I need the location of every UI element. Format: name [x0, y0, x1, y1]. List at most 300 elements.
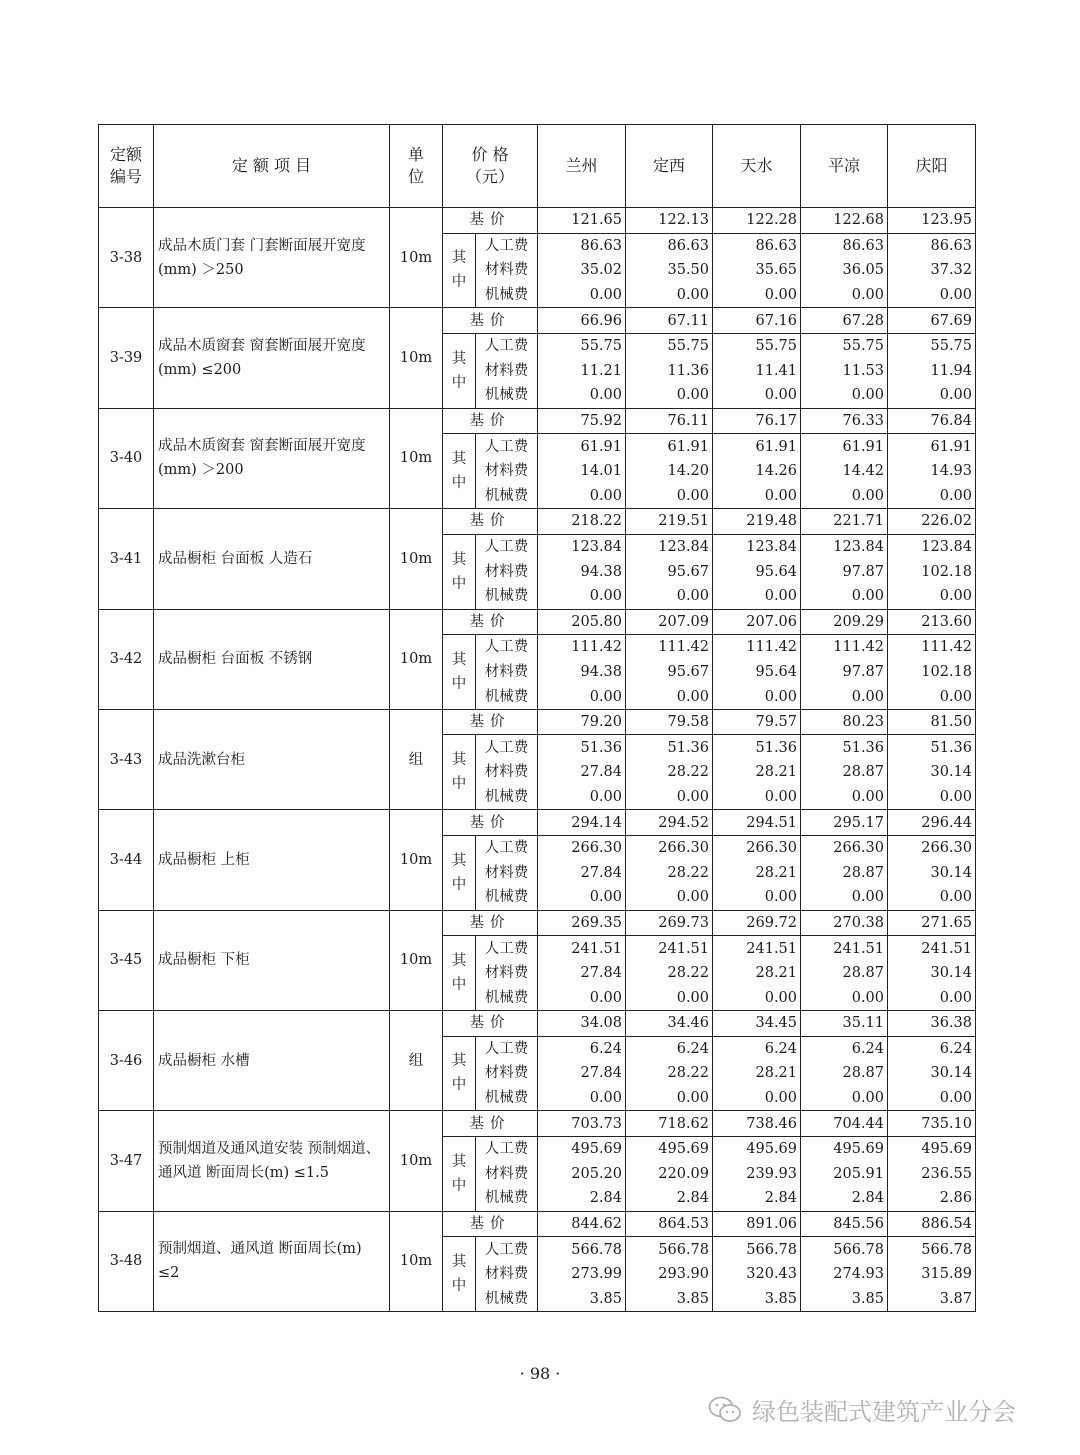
material-cost-value: 28.87: [801, 961, 888, 986]
machine-cost-value: 0.00: [538, 785, 626, 810]
labor-cost-value: 266.30: [538, 835, 626, 860]
base-price-value: 269.73: [626, 910, 713, 936]
material-cost-label: 材料费: [476, 1262, 538, 1287]
labor-cost-value: 61.91: [888, 434, 976, 459]
base-price-value: 123.95: [888, 208, 976, 234]
machine-cost-label: 机械费: [476, 985, 538, 1010]
base-price-value: 219.48: [713, 509, 801, 535]
of-which-label: 其 中: [443, 936, 476, 1011]
machine-cost-value: 0.00: [538, 484, 626, 509]
quota-code: 3-43: [99, 709, 154, 809]
material-cost-value: 27.84: [538, 961, 626, 986]
machine-cost-value: 3.85: [626, 1287, 713, 1312]
quota-unit: 10m: [390, 509, 443, 609]
base-price-value: 704.44: [801, 1111, 888, 1137]
machine-cost-value: 0.00: [626, 484, 713, 509]
material-cost-value: 30.14: [888, 760, 976, 785]
base-price-value: 67.16: [713, 308, 801, 334]
base-price-value: 296.44: [888, 810, 976, 836]
quota-item-name: 成品橱柜 水槽: [154, 1011, 390, 1111]
header-city-0: 兰州: [538, 125, 626, 208]
base-price-value: 844.62: [538, 1211, 626, 1237]
of-which-label: 其 中: [443, 333, 476, 408]
base-price-value: 703.73: [538, 1111, 626, 1137]
base-price-value: 270.38: [801, 910, 888, 936]
labor-cost-value: 495.69: [888, 1136, 976, 1161]
material-cost-value: 28.22: [626, 860, 713, 885]
labor-cost-value: 111.42: [801, 635, 888, 660]
machine-cost-value: 0.00: [801, 383, 888, 408]
base-price-label: 基价: [443, 1011, 538, 1037]
machine-cost-value: 0.00: [713, 684, 801, 709]
machine-cost-value: 0.00: [626, 283, 713, 308]
material-cost-value: 35.65: [713, 258, 801, 283]
labor-cost-label: 人工费: [476, 333, 538, 358]
quota-unit: 10m: [390, 308, 443, 408]
machine-cost-label: 机械费: [476, 1287, 538, 1312]
labor-cost-value: 51.36: [713, 735, 801, 760]
labor-cost-value: 55.75: [538, 333, 626, 358]
material-cost-value: 11.36: [626, 359, 713, 384]
of-which-label: 其 中: [443, 835, 476, 910]
material-cost-value: 95.67: [626, 660, 713, 685]
machine-cost-value: 0.00: [538, 985, 626, 1010]
base-price-value: 122.68: [801, 208, 888, 234]
labor-cost-value: 86.63: [538, 233, 626, 258]
material-cost-value: 27.84: [538, 1061, 626, 1086]
material-cost-value: 102.18: [888, 559, 976, 584]
wechat-icon: [708, 1396, 742, 1424]
base-price-value: 35.11: [801, 1011, 888, 1037]
labor-cost-value: 111.42: [888, 635, 976, 660]
table-row: [99, 1111, 976, 1137]
machine-cost-value: 0.00: [713, 985, 801, 1010]
quota-code: 3-38: [99, 208, 154, 308]
machine-cost-value: 0.00: [888, 885, 976, 910]
labor-cost-value: 61.91: [626, 434, 713, 459]
machine-cost-label: 机械费: [476, 1086, 538, 1111]
material-cost-value: 11.21: [538, 359, 626, 384]
base-price-value: 845.56: [801, 1211, 888, 1237]
labor-cost-value: 566.78: [801, 1237, 888, 1262]
material-cost-value: 205.20: [538, 1162, 626, 1187]
header-city-4: 庆阳: [888, 125, 976, 208]
quota-item-name: 成品木质窗套 窗套断面展开宽度(mm) ≤200: [154, 308, 390, 408]
base-price-value: 67.11: [626, 308, 713, 334]
base-price-value: 269.35: [538, 910, 626, 936]
machine-cost-value: 2.84: [713, 1186, 801, 1211]
machine-cost-value: 3.87: [888, 1287, 976, 1312]
base-price-label: 基价: [443, 208, 538, 234]
machine-cost-value: 0.00: [626, 785, 713, 810]
labor-cost-value: 566.78: [538, 1237, 626, 1262]
material-cost-value: 239.93: [713, 1162, 801, 1187]
quota-code: 3-44: [99, 810, 154, 910]
machine-cost-label: 机械费: [476, 484, 538, 509]
machine-cost-value: 0.00: [801, 484, 888, 509]
material-cost-value: 27.84: [538, 860, 626, 885]
machine-cost-value: 0.00: [801, 1086, 888, 1111]
header-city-2: 天水: [713, 125, 801, 208]
material-cost-value: 11.53: [801, 359, 888, 384]
quota-unit: 10m: [390, 1111, 443, 1211]
machine-cost-value: 0.00: [888, 1086, 976, 1111]
base-price-value: 207.09: [626, 609, 713, 635]
labor-cost-value: 123.84: [713, 534, 801, 559]
header-item: 定 额 项 目: [154, 125, 390, 208]
material-cost-value: 236.55: [888, 1162, 976, 1187]
material-cost-value: 14.01: [538, 459, 626, 484]
base-price-value: 207.06: [713, 609, 801, 635]
of-which-label: 其 中: [443, 635, 476, 710]
labor-cost-value: 111.42: [626, 635, 713, 660]
material-cost-value: 28.21: [713, 961, 801, 986]
base-price-value: 213.60: [888, 609, 976, 635]
machine-cost-value: 3.85: [801, 1287, 888, 1312]
labor-cost-value: 86.63: [888, 233, 976, 258]
table-row: [99, 408, 976, 434]
table-header-row: [99, 125, 976, 208]
material-cost-value: 14.26: [713, 459, 801, 484]
base-price-value: 122.13: [626, 208, 713, 234]
base-price-value: 295.17: [801, 810, 888, 836]
of-which-label: 其 中: [443, 534, 476, 609]
machine-cost-label: 机械费: [476, 785, 538, 810]
base-price-label: 基价: [443, 509, 538, 535]
labor-cost-value: 86.63: [801, 233, 888, 258]
labor-cost-value: 55.75: [626, 333, 713, 358]
header-city-3: 平凉: [801, 125, 888, 208]
base-price-label: 基价: [443, 910, 538, 936]
material-cost-label: 材料费: [476, 258, 538, 283]
labor-cost-value: 123.84: [538, 534, 626, 559]
base-price-value: 294.14: [538, 810, 626, 836]
machine-cost-value: 0.00: [801, 684, 888, 709]
labor-cost-value: 495.69: [626, 1136, 713, 1161]
base-price-value: 218.22: [538, 509, 626, 535]
labor-cost-value: 241.51: [888, 936, 976, 961]
header-city-1: 定西: [626, 125, 713, 208]
material-cost-value: 220.09: [626, 1162, 713, 1187]
base-price-value: 79.57: [713, 709, 801, 735]
labor-cost-value: 241.51: [801, 936, 888, 961]
machine-cost-value: 0.00: [801, 885, 888, 910]
labor-cost-value: 51.36: [888, 735, 976, 760]
machine-cost-label: 机械费: [476, 1186, 538, 1211]
material-cost-label: 材料费: [476, 961, 538, 986]
machine-cost-value: 0.00: [888, 785, 976, 810]
material-cost-value: 315.89: [888, 1262, 976, 1287]
machine-cost-value: 0.00: [713, 785, 801, 810]
machine-cost-value: 2.84: [538, 1186, 626, 1211]
labor-cost-value: 123.84: [626, 534, 713, 559]
of-which-label: 其 中: [443, 1237, 476, 1312]
base-price-value: 121.65: [538, 208, 626, 234]
material-cost-value: 11.94: [888, 359, 976, 384]
table-row: [99, 1211, 976, 1237]
material-cost-value: 94.38: [538, 660, 626, 685]
watermark-text: 绿色装配式建筑产业分会: [752, 1398, 1016, 1426]
base-price-value: 76.84: [888, 408, 976, 434]
material-cost-label: 材料费: [476, 1061, 538, 1086]
labor-cost-value: 266.30: [801, 835, 888, 860]
base-price-value: 269.72: [713, 910, 801, 936]
labor-cost-value: 55.75: [713, 333, 801, 358]
of-which-label: 其 中: [443, 735, 476, 810]
material-cost-value: 14.20: [626, 459, 713, 484]
base-price-label: 基价: [443, 609, 538, 635]
labor-cost-value: 51.36: [801, 735, 888, 760]
material-cost-value: 102.18: [888, 660, 976, 685]
labor-cost-value: 111.42: [538, 635, 626, 660]
labor-cost-value: 266.30: [626, 835, 713, 860]
material-cost-value: 28.87: [801, 1061, 888, 1086]
labor-cost-label: 人工费: [476, 1237, 538, 1262]
labor-cost-value: 86.63: [626, 233, 713, 258]
machine-cost-value: 0.00: [713, 885, 801, 910]
material-cost-value: 28.87: [801, 860, 888, 885]
material-cost-label: 材料费: [476, 760, 538, 785]
material-cost-value: 95.67: [626, 559, 713, 584]
material-cost-value: 205.91: [801, 1162, 888, 1187]
machine-cost-label: 机械费: [476, 383, 538, 408]
machine-cost-value: 0.00: [888, 684, 976, 709]
material-cost-value: 11.41: [713, 359, 801, 384]
labor-cost-value: 86.63: [713, 233, 801, 258]
base-price-value: 67.69: [888, 308, 976, 334]
machine-cost-value: 0.00: [713, 283, 801, 308]
quota-code: 3-45: [99, 910, 154, 1010]
material-cost-value: 273.99: [538, 1262, 626, 1287]
material-cost-value: 36.05: [801, 258, 888, 283]
base-price-value: 735.10: [888, 1111, 976, 1137]
machine-cost-value: 2.86: [888, 1186, 976, 1211]
machine-cost-value: 0.00: [538, 383, 626, 408]
quota-item-name: 成品橱柜 台面板 人造石: [154, 509, 390, 609]
quota-item-name: 成品木质门套 门套断面展开宽度(mm) ＞250: [154, 208, 390, 308]
base-price-label: 基价: [443, 810, 538, 836]
labor-cost-label: 人工费: [476, 1136, 538, 1161]
quota-item-name: 成品洗漱台柜: [154, 709, 390, 809]
quota-code: 3-40: [99, 408, 154, 508]
material-cost-label: 材料费: [476, 660, 538, 685]
labor-cost-label: 人工费: [476, 534, 538, 559]
base-price-value: 79.58: [626, 709, 713, 735]
of-which-label: 其 中: [443, 434, 476, 509]
machine-cost-value: 0.00: [801, 785, 888, 810]
base-price-label: 基价: [443, 408, 538, 434]
machine-cost-value: 0.00: [713, 584, 801, 609]
header-code: 定额 编号: [99, 125, 154, 208]
labor-cost-label: 人工费: [476, 233, 538, 258]
labor-cost-value: 566.78: [888, 1237, 976, 1262]
quota-table-container: [98, 124, 975, 1312]
labor-cost-value: 55.75: [801, 333, 888, 358]
material-cost-value: 30.14: [888, 860, 976, 885]
labor-cost-value: 6.24: [713, 1036, 801, 1061]
base-price-value: 34.46: [626, 1011, 713, 1037]
labor-cost-value: 495.69: [801, 1136, 888, 1161]
base-price-value: 34.45: [713, 1011, 801, 1037]
quota-code: 3-41: [99, 509, 154, 609]
base-price-value: 75.92: [538, 408, 626, 434]
material-cost-value: 320.43: [713, 1262, 801, 1287]
machine-cost-value: 0.00: [626, 885, 713, 910]
labor-cost-value: 241.51: [713, 936, 801, 961]
labor-cost-label: 人工费: [476, 735, 538, 760]
labor-cost-label: 人工费: [476, 635, 538, 660]
machine-cost-value: 3.85: [538, 1287, 626, 1312]
labor-cost-value: 6.24: [626, 1036, 713, 1061]
base-price-value: 76.11: [626, 408, 713, 434]
table-row: [99, 810, 976, 836]
material-cost-value: 35.50: [626, 258, 713, 283]
base-price-label: 基价: [443, 1211, 538, 1237]
material-cost-label: 材料费: [476, 559, 538, 584]
page-number: · 98 ·: [519, 1364, 561, 1383]
machine-cost-value: 2.84: [626, 1186, 713, 1211]
quota-code: 3-42: [99, 609, 154, 709]
of-which-label: 其 中: [443, 1136, 476, 1211]
labor-cost-label: 人工费: [476, 936, 538, 961]
base-price-value: 738.46: [713, 1111, 801, 1137]
material-cost-value: 28.22: [626, 961, 713, 986]
labor-cost-value: 566.78: [626, 1237, 713, 1262]
machine-cost-label: 机械费: [476, 885, 538, 910]
machine-cost-value: 0.00: [538, 684, 626, 709]
labor-cost-value: 111.42: [713, 635, 801, 660]
material-cost-value: 14.93: [888, 459, 976, 484]
base-price-value: 886.54: [888, 1211, 976, 1237]
quota-unit: 10m: [390, 910, 443, 1010]
machine-cost-value: 0.00: [713, 1086, 801, 1111]
base-price-label: 基价: [443, 1111, 538, 1137]
material-cost-value: 37.32: [888, 258, 976, 283]
material-cost-value: 28.87: [801, 760, 888, 785]
base-price-value: 891.06: [713, 1211, 801, 1237]
material-cost-value: 94.38: [538, 559, 626, 584]
of-which-label: 其 中: [443, 233, 476, 308]
machine-cost-value: 0.00: [888, 383, 976, 408]
machine-cost-value: 0.00: [801, 985, 888, 1010]
machine-cost-value: 0.00: [801, 283, 888, 308]
quota-unit: 10m: [390, 208, 443, 308]
header-price: 价 格 （元）: [443, 125, 538, 208]
labor-cost-value: 6.24: [888, 1036, 976, 1061]
quota-item-name: 成品木质窗套 窗套断面展开宽度(mm) ＞200: [154, 408, 390, 508]
base-price-value: 34.08: [538, 1011, 626, 1037]
quota-unit: 组: [390, 1011, 443, 1111]
machine-cost-value: 0.00: [713, 383, 801, 408]
machine-cost-value: 0.00: [626, 1086, 713, 1111]
base-price-value: 80.23: [801, 709, 888, 735]
labor-cost-value: 61.91: [801, 434, 888, 459]
material-cost-value: 30.14: [888, 961, 976, 986]
machine-cost-value: 0.00: [888, 985, 976, 1010]
base-price-value: 81.50: [888, 709, 976, 735]
quota-code: 3-39: [99, 308, 154, 408]
material-cost-label: 材料费: [476, 459, 538, 484]
material-cost-value: 28.21: [713, 1061, 801, 1086]
header-unit: 单 位: [390, 125, 443, 208]
base-price-value: 219.51: [626, 509, 713, 535]
material-cost-value: 30.14: [888, 1061, 976, 1086]
labor-cost-value: 61.91: [713, 434, 801, 459]
base-price-value: 294.51: [713, 810, 801, 836]
material-cost-value: 27.84: [538, 760, 626, 785]
machine-cost-value: 0.00: [713, 484, 801, 509]
machine-cost-label: 机械费: [476, 584, 538, 609]
material-cost-label: 材料费: [476, 1162, 538, 1187]
base-price-value: 864.53: [626, 1211, 713, 1237]
material-cost-value: 35.02: [538, 258, 626, 283]
base-price-value: 76.17: [713, 408, 801, 434]
quota-table: [98, 124, 976, 1312]
table-row: [99, 208, 976, 234]
base-price-value: 67.28: [801, 308, 888, 334]
labor-cost-value: 495.69: [538, 1136, 626, 1161]
machine-cost-value: 0.00: [538, 1086, 626, 1111]
table-row: [99, 308, 976, 334]
machine-cost-value: 2.84: [801, 1186, 888, 1211]
machine-cost-value: 0.00: [538, 283, 626, 308]
machine-cost-value: 0.00: [538, 885, 626, 910]
base-price-value: 79.20: [538, 709, 626, 735]
table-body: [99, 208, 976, 1312]
machine-cost-value: 0.00: [626, 383, 713, 408]
base-price-value: 76.33: [801, 408, 888, 434]
machine-cost-value: 0.00: [626, 985, 713, 1010]
labor-cost-label: 人工费: [476, 835, 538, 860]
material-cost-value: 28.22: [626, 760, 713, 785]
quota-unit: 10m: [390, 810, 443, 910]
quota-unit: 10m: [390, 408, 443, 508]
base-price-value: 271.65: [888, 910, 976, 936]
labor-cost-label: 人工费: [476, 434, 538, 459]
material-cost-value: 293.90: [626, 1262, 713, 1287]
material-cost-value: 28.21: [713, 860, 801, 885]
labor-cost-value: 123.84: [888, 534, 976, 559]
quota-unit: 10m: [390, 609, 443, 709]
labor-cost-value: 61.91: [538, 434, 626, 459]
machine-cost-value: 0.00: [888, 484, 976, 509]
watermark: [708, 1392, 1016, 1427]
material-cost-label: 材料费: [476, 860, 538, 885]
machine-cost-label: 机械费: [476, 684, 538, 709]
table-row: [99, 1011, 976, 1037]
base-price-value: 718.62: [626, 1111, 713, 1137]
material-cost-value: 28.21: [713, 760, 801, 785]
base-price-value: 294.52: [626, 810, 713, 836]
machine-cost-value: 3.85: [713, 1287, 801, 1312]
material-cost-label: 材料费: [476, 359, 538, 384]
labor-cost-value: 241.51: [538, 936, 626, 961]
base-price-value: 226.02: [888, 509, 976, 535]
labor-cost-value: 123.84: [801, 534, 888, 559]
of-which-label: 其 中: [443, 1036, 476, 1111]
material-cost-value: 274.93: [801, 1262, 888, 1287]
material-cost-value: 95.64: [713, 559, 801, 584]
machine-cost-value: 0.00: [801, 584, 888, 609]
labor-cost-label: 人工费: [476, 1036, 538, 1061]
machine-cost-value: 0.00: [538, 584, 626, 609]
labor-cost-value: 6.24: [801, 1036, 888, 1061]
quota-code: 3-48: [99, 1211, 154, 1311]
base-price-value: 205.80: [538, 609, 626, 635]
base-price-value: 66.96: [538, 308, 626, 334]
material-cost-value: 14.42: [801, 459, 888, 484]
quota-item-name: 预制烟道、通风道 断面周长(m) ≤2: [154, 1211, 390, 1311]
